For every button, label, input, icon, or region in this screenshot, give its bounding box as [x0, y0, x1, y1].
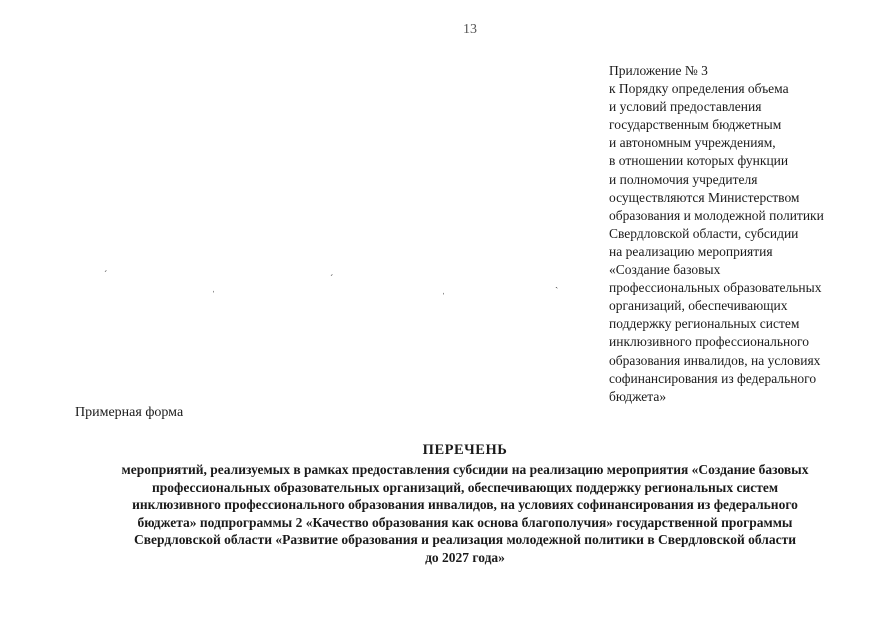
scan-artifacts	[100, 268, 570, 298]
form-label: Примерная форма	[75, 405, 184, 420]
scan-mark: ˌ	[212, 282, 216, 293]
appendix-block	[609, 62, 879, 406]
title-line: профессиональных образовательных организаций, обеспечивающих поддержку региональных систем	[151, 479, 779, 495]
page-number: 13	[463, 22, 477, 37]
appendix-line: и автономным учреждениям,	[609, 135, 776, 151]
appendix-line: к Порядку определения объема	[609, 81, 789, 97]
appendix-line: государственным бюджетным	[609, 117, 782, 133]
title-line: мероприятий, реализуемых в рамках предоставления субсидии на реализацию мероприятия «Создание базовых	[121, 462, 809, 477]
scan-mark: ˊ	[104, 270, 108, 281]
appendix-line: и полномочия учредителя	[609, 171, 758, 187]
title-line: до 2027 года»	[425, 549, 505, 565]
document-title	[80, 442, 850, 567]
appendix-line: поддержку региональных систем	[609, 316, 800, 332]
appendix-line: в отношении которых функции	[609, 153, 789, 169]
scan-mark: ˏ	[555, 278, 559, 289]
appendix-line: и условий предоставления	[609, 99, 762, 115]
appendix-line: софинансирования из федерального	[609, 370, 817, 386]
scan-mark: ˊ	[330, 274, 334, 285]
appendix-line: Свердловской области, субсидии	[609, 225, 799, 241]
title-line: бюджета» подпрограммы 2 «Качество образования как основа благополучия» государственной программы	[137, 514, 793, 530]
appendix-line: бюджета»	[609, 388, 667, 404]
appendix-line: осуществляются Министерством	[609, 189, 800, 205]
scan-mark: ˌ	[442, 284, 446, 295]
appendix-line: на реализацию мероприятия	[609, 243, 773, 259]
appendix-line: инклюзивного профессионального	[609, 334, 809, 350]
appendix-line: образования инвалидов, на условиях	[609, 352, 821, 368]
appendix-line: образования и молодежной политики	[609, 207, 824, 223]
title-line: Свердловской области «Развитие образования и реализация молодежной политики в Свердловской области	[133, 532, 797, 548]
title-line: инклюзивного профессионального образования инвалидов, на условиях софинансирования из федерального	[132, 497, 798, 513]
appendix-line: Приложение № 3	[609, 63, 708, 78]
appendix-line: организаций, обеспечивающих	[609, 298, 788, 314]
appendix-line: профессиональных образовательных	[609, 280, 822, 296]
title-heading: ПЕРЕЧЕНЬ	[422, 442, 508, 458]
appendix-line: «Создание базовых	[609, 262, 721, 278]
